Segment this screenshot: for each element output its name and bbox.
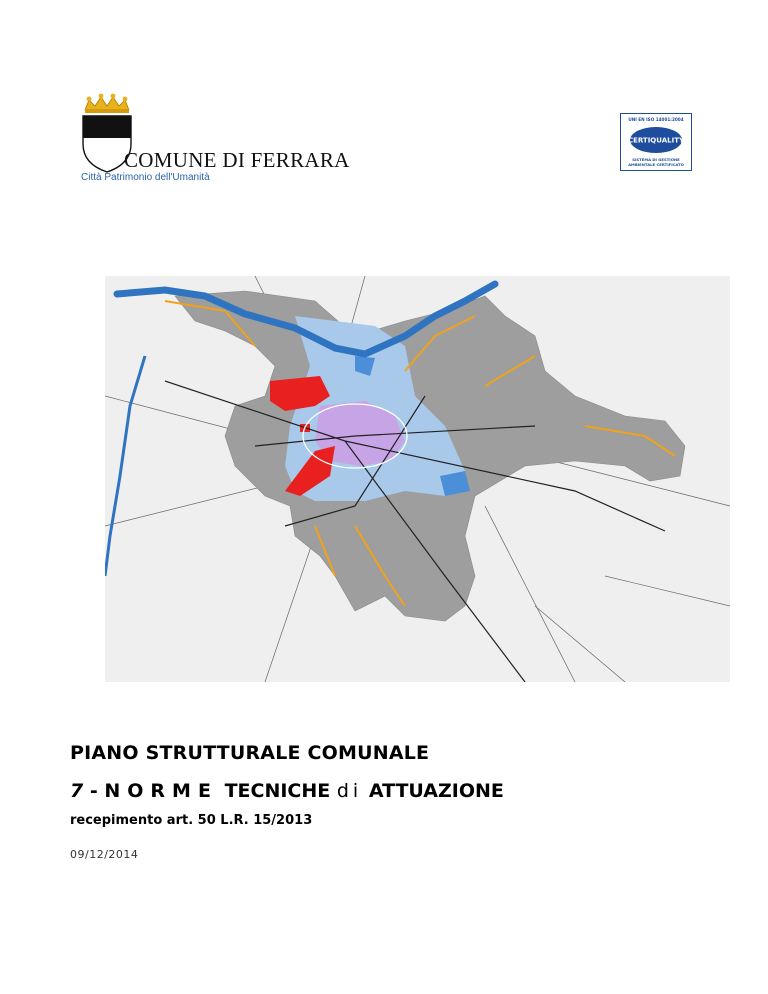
- certiquality-badge: [620, 113, 692, 171]
- cert-line2: AMBIENTALE CERTIFICATO: [628, 162, 684, 167]
- cert-line1: SISTEMA DI GESTIONE: [632, 157, 680, 162]
- cert-brand: CERTIQUALITY: [627, 136, 685, 145]
- city-subtitle: Città Patrimonio dell'Umanità: [81, 172, 210, 183]
- document-reference: recepimento art. 50 L.R. 15/2013: [70, 813, 313, 828]
- cert-standard: UNI EN ISO 14001:2004: [628, 117, 684, 122]
- document-title: PIANO STRUTTURALE COMUNALE: [70, 742, 430, 764]
- municipal-territory-map: [105, 276, 730, 682]
- document-number: 7: [70, 780, 84, 802]
- title-di: di: [336, 780, 363, 802]
- document-date: 09/12/2014: [70, 848, 139, 861]
- title-tecniche: TECNICHE: [224, 780, 331, 802]
- title-norme: NORME: [104, 780, 218, 802]
- title-dash: -: [83, 780, 105, 802]
- title-attuazione: ATTUAZIONE: [368, 780, 504, 802]
- city-name: COMUNE DI FERRARA: [124, 148, 350, 172]
- crown-icon: [85, 94, 129, 113]
- document-subtitle-line: [70, 780, 504, 802]
